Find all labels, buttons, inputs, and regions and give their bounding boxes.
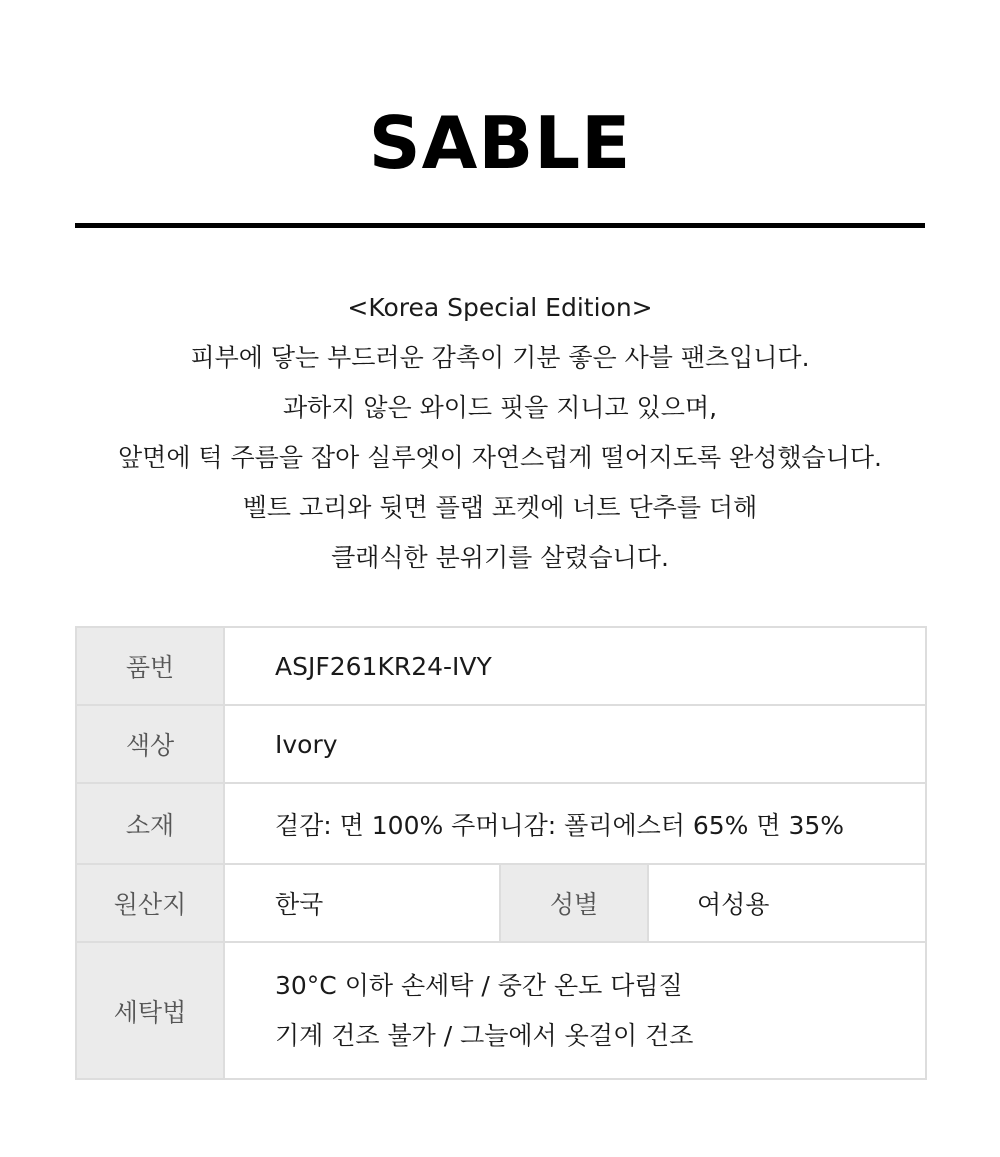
- product-title: SABLE: [368, 101, 632, 185]
- description-line: 앞면에 턱 주름을 잡아 실루엣이 자연스럽게 떨어지도록 완성했습니다.: [118, 443, 882, 472]
- description-line: 벨트 고리와 뒷면 플랩 포켓에 너트 단추를 더해: [242, 493, 758, 522]
- care-instruction-line: 30°C 이하 손세탁 / 중간 온도 다림질: [275, 970, 683, 1000]
- spec-value-color: Ivory: [224, 705, 926, 783]
- spec-row-material: [76, 783, 926, 864]
- title-divider: [75, 223, 925, 228]
- spec-row-item-number: [76, 627, 926, 705]
- spec-value-material: 겉감: 면 100% 주머니감: 폴리에스터 65% 면 35%: [224, 783, 926, 864]
- spec-value-gender: 여성용: [648, 864, 926, 942]
- spec-value-item-number: ASJF261KR24-IVY: [224, 627, 926, 705]
- product-description: [40, 283, 960, 583]
- spec-label-care: 세탁법: [76, 942, 224, 1079]
- care-instruction-line: 기계 건조 불가 / 그늘에서 옷걸이 건조: [275, 1020, 694, 1050]
- spec-value-origin: 한국: [224, 864, 500, 942]
- spec-table: [75, 626, 927, 1080]
- spec-row-color: [76, 705, 926, 783]
- spec-label-color: 색상: [76, 705, 224, 783]
- spec-label-gender: 성별: [500, 864, 648, 942]
- spec-label-item-number: 품번: [76, 627, 224, 705]
- spec-value-care: [224, 942, 926, 1079]
- description-line: 과하지 않은 와이드 핏을 지니고 있으며,: [282, 393, 718, 422]
- description-line: <Korea Special Edition>: [347, 293, 653, 322]
- spec-row-origin-gender: [76, 864, 926, 942]
- spec-label-material: 소재: [76, 783, 224, 864]
- spec-label-origin: 원산지: [76, 864, 224, 942]
- description-line: 피부에 닿는 부드러운 감촉이 기분 좋은 사블 팬츠입니다.: [190, 343, 810, 372]
- description-line: 클래식한 분위기를 살렸습니다.: [331, 543, 669, 572]
- spec-row-care: [76, 942, 926, 1079]
